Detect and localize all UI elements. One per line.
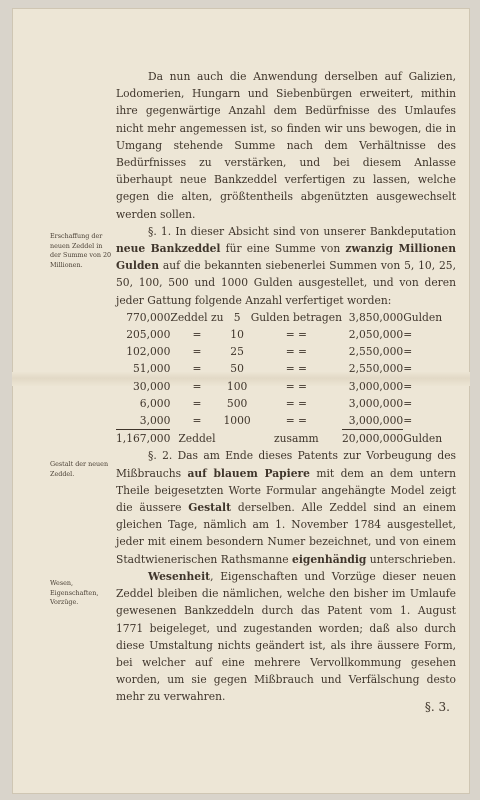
row-count: 3,000: [139, 414, 171, 428]
total-count: 1,167,000: [116, 430, 170, 448]
margin-note-section-2: Gestalt der neuen Zeddel.: [50, 460, 109, 478]
margin-note-section-1: Erschaffung der neuen Zeddel in der Summe von 20 Millionen.: [50, 232, 112, 269]
row-mid: Zeddel zu: [170, 310, 224, 324]
section-2-text-end: unterschrieben.: [366, 552, 456, 566]
section-2-bold-2: Gestalt: [188, 501, 232, 515]
section-1-bold-2: zwanzig Millionen Gulden: [116, 242, 456, 273]
section-1-paragraph: [116, 223, 456, 309]
row-unit: 5: [233, 310, 241, 324]
row-end: =: [403, 345, 413, 359]
row-end: =: [403, 362, 413, 376]
row-sum: 3,000,000: [348, 396, 404, 410]
row-mid: =: [192, 414, 202, 428]
total-sum: 20,000,000: [342, 430, 403, 448]
row-end: =: [403, 379, 413, 393]
row-unit: 500: [226, 396, 248, 410]
row-mid: =: [192, 379, 202, 393]
row-sum: 3,850,000: [348, 310, 404, 324]
row-end: Gulden: [403, 310, 443, 324]
row-tail: = =: [285, 328, 307, 342]
section-3-text: , Eigenschaften und Vorzüge dieser neuen Zeddel bleiben die nämlichen, welche den bisher im Umlaufe gewesenen Bankzeddeln durch das Patent vom 1. August 1771 beigeleget, und zugestanden worden; daß also durch diese Umstaltung nichts geändert ist, als ihre äussere Form, bei welcher auf eine mehrere Vervollkommung gesehen worden, um sie gegen Mißbrauch und Verfälschung desto mehr zu verwahren.: [116, 569, 456, 704]
row-sum: 3,000,000: [348, 414, 404, 428]
row-tail: = =: [285, 379, 307, 393]
total-mid: Zeddel: [178, 432, 216, 446]
row-count: 6,000: [139, 396, 171, 410]
total-end: Gulden: [403, 432, 443, 446]
section-3-bold-1: Wesenheit: [148, 569, 211, 583]
section-2-paragraph: [116, 447, 456, 567]
row-sum: 2,550,000: [348, 362, 404, 376]
total-tail: zusamm: [274, 432, 319, 446]
row-tail: Gulden betragen: [250, 310, 342, 324]
row-tail: = =: [285, 414, 307, 428]
section-3-paragraph: [116, 568, 456, 706]
row-tail: = =: [285, 362, 307, 376]
section-1-bold-1: neue Bankzeddel: [116, 242, 221, 256]
row-count: 205,000: [126, 328, 171, 342]
table-row: [116, 412, 442, 430]
row-unit: 1000: [223, 414, 251, 428]
row-count: 51,000: [133, 362, 171, 376]
amounts-table: [116, 309, 442, 448]
section-1-text-middle: für eine Summe von: [220, 242, 346, 256]
page-catchword: §. 3.: [424, 700, 450, 714]
row-mid: =: [192, 345, 202, 359]
section-2-text-before: §. 2. Das am Ende dieses Patents zur Vorbeugung des Mißbrauchs: [116, 449, 456, 480]
row-tail: = =: [285, 396, 307, 410]
row-tail: = =: [285, 345, 307, 359]
table-row: [116, 343, 442, 360]
margin-note-section-3: Wesen, Eigenschaften, Vorzüge.: [50, 579, 99, 606]
section-2-text-after: derselben. Alle Zeddel sind an einem gleichen Tage, nämlich am 1. November 1784 ausgestellet, jeder mit einem besondern Numer bezeichnet, und von einem Stadtwienerischen Rathsmanne: [116, 501, 456, 566]
table-total-row: [116, 430, 442, 448]
table-row: [116, 309, 442, 326]
section-1-text-after: auf die bekannten siebenerlei Summen von 5, 10, 25, 50, 100, 500 und 1000 Gulden ausgestellet, und von deren jeder Gattung folgende Anzahl verfertiget worden:: [116, 259, 456, 307]
row-unit: 50: [230, 362, 244, 376]
table-row: [116, 360, 442, 377]
row-count: 770,000: [126, 310, 171, 324]
section-2-bold-3: eigenhändig: [292, 552, 367, 566]
table-row: [116, 395, 442, 412]
main-text: [116, 68, 456, 706]
row-sum: 2,550,000: [348, 345, 404, 359]
row-sum: 2,050,000: [348, 328, 404, 342]
row-mid: =: [192, 396, 202, 410]
section-1-text-before: §. 1. In dieser Absicht sind von unserer Bankdeputation: [148, 224, 456, 238]
table-row: [116, 378, 442, 395]
row-sum: 3,000,000: [348, 379, 404, 393]
row-end: =: [403, 414, 413, 428]
row-end: =: [403, 328, 413, 342]
section-2-bold-1: auf blauem Papiere: [187, 466, 310, 480]
intro-paragraph: Da nun auch die Anwendung derselben auf Galizien, Lodomerien, Hungarn und Siebenbürgen erweitert, mithin ihre gegenwärtige Anzahl dem Bedürfnisse des Umlaufes nicht mehr angemessen ist, so finden wir uns bewogen, die in Umgang stehende Summe nach dem Verhältnisse des Bedürfnisses zu verstärken, und bei diesem Anlasse überhaupt neue Bankzeddel verfertigen zu lassen, welche gegen die alten, größtentheils abgenützten ausgewechselt werden sollen.: [116, 70, 456, 221]
row-mid: =: [192, 362, 202, 376]
row-unit: 100: [226, 379, 248, 393]
section-2-text-middle: mit dem an dem untern Theile beigesetzten Worte Formular angehängte Model zeigt die äussere: [116, 466, 456, 515]
row-mid: =: [192, 328, 202, 342]
table-row: [116, 326, 442, 343]
row-unit: 25: [230, 345, 244, 359]
row-end: =: [403, 396, 413, 410]
row-count: 30,000: [133, 379, 171, 393]
row-unit: 10: [230, 328, 244, 342]
row-count: 102,000: [126, 345, 171, 359]
